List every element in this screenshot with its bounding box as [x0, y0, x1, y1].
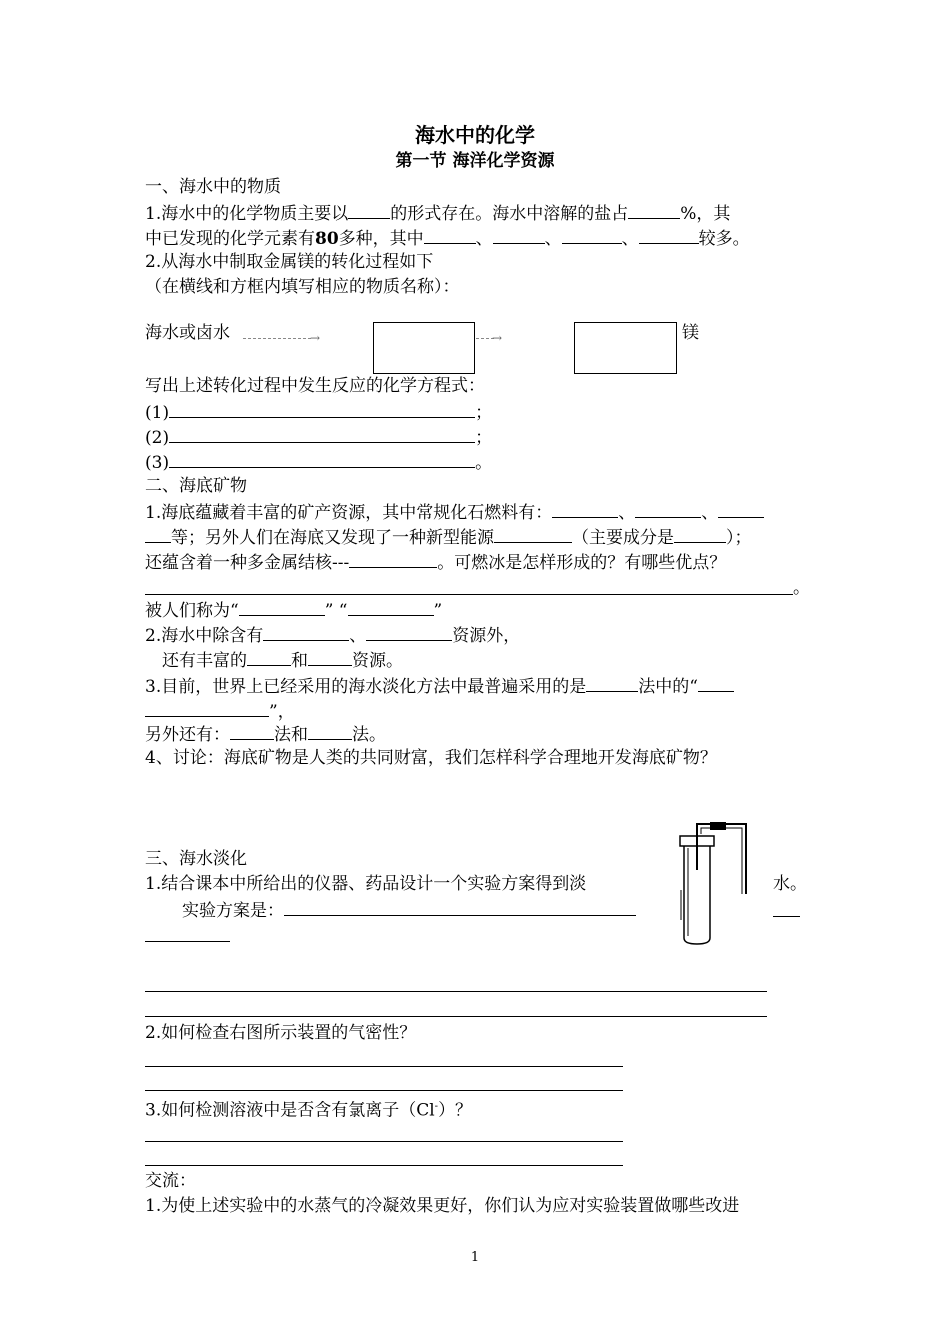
blank[interactable]: [552, 500, 618, 518]
s2-q3-line3: [145, 722, 386, 746]
s1-q2-line2: （在横线和方框内填写相应的物质名称）：: [145, 277, 460, 297]
s1-q2-line1: 2.从海水中制取金属镁的转化过程如下: [145, 252, 434, 272]
s3-q2: 2.如何检查右图所示装置的气密性？: [145, 1023, 417, 1043]
text: (1): [145, 403, 170, 423]
arrow-head-icon: →: [310, 331, 321, 345]
blank[interactable]: [698, 674, 734, 692]
s2-q3-line2: [145, 699, 295, 723]
flow-box-1[interactable]: [373, 322, 475, 374]
text: 和: [291, 651, 308, 671]
text: 多种，其中: [338, 229, 424, 249]
section-2-heading: 二、海底矿物: [145, 476, 247, 496]
blank[interactable]: [674, 525, 726, 543]
s2-q2-line2: [162, 648, 403, 672]
equation-3: [145, 450, 492, 474]
blank[interactable]: [239, 598, 325, 616]
text: 资源。: [352, 651, 403, 671]
blank[interactable]: [494, 525, 572, 543]
text: 还有丰富的: [162, 651, 247, 671]
text: 较多。: [698, 229, 750, 249]
s2-q1-line1: [145, 500, 764, 524]
text: 。: [793, 578, 810, 598]
text: 、: [544, 229, 562, 249]
blank[interactable]: [586, 674, 638, 692]
text: 资源外，: [452, 626, 521, 646]
blank[interactable]: [628, 201, 680, 219]
flow-end-label: 镁: [682, 323, 699, 343]
arrow-head-icon: →: [492, 331, 503, 345]
flow-start-label: 海水或卤水: [145, 323, 230, 343]
page-title: 海水中的化学: [415, 123, 535, 147]
section-title: 第一节 海洋化学资源: [395, 151, 555, 171]
blank[interactable]: [562, 226, 622, 244]
text: 实验方案是：: [182, 901, 284, 921]
blank[interactable]: [169, 425, 475, 443]
text: 2.海水中除含有: [145, 626, 264, 646]
text: 、: [475, 229, 493, 249]
text: ；: [475, 403, 493, 423]
blank[interactable]: [493, 226, 545, 244]
flow-box-2[interactable]: [574, 322, 677, 374]
superscript: -: [434, 1101, 439, 1112]
answer-line[interactable]: [145, 1066, 623, 1067]
equation-intro: 写出上述转化过程中发生反应的化学方程式：: [145, 376, 485, 396]
s2-q1-line5: [145, 598, 442, 622]
text: ）？: [438, 1100, 473, 1121]
answer-line[interactable]: [145, 1165, 623, 1166]
s2-q3-line1: [145, 674, 734, 698]
s1-q1-line2: [145, 226, 750, 250]
blank[interactable]: [247, 648, 291, 666]
exchange-q1: 1.为使上述实验中的水蒸气的冷凝效果更好，你们认为应对实验装置做哪些改进: [145, 1196, 740, 1216]
blank[interactable]: [348, 598, 434, 616]
text: 、: [701, 503, 719, 523]
text: (3): [145, 453, 170, 473]
text: 另外还有：: [145, 725, 230, 745]
section-3-heading: 三、海水淡化: [145, 849, 247, 869]
text: 被人们称为“: [145, 601, 239, 621]
text: 3.目前，世界上已经采用的海水淡化方法中最普遍采用的是: [145, 677, 587, 697]
text: 、: [618, 503, 636, 523]
text: 1.海底蕴藏着丰富的矿产资源，其中常规化石燃料有：: [145, 503, 553, 523]
s2-q2-line1: [145, 623, 520, 647]
text: ；: [475, 428, 493, 448]
text: 中已发现的化学元素有: [145, 229, 315, 249]
text: 、: [621, 229, 639, 249]
text: 法。: [352, 725, 386, 745]
answer-line[interactable]: [145, 1141, 623, 1142]
text: ”，: [269, 702, 295, 722]
s3-q1-line1-end: 水。: [773, 874, 807, 894]
exchange-heading: 交流：: [145, 1171, 196, 1191]
answer-line[interactable]: [145, 1016, 767, 1017]
s2-q1-line3: [145, 550, 726, 574]
answer-line[interactable]: [773, 916, 800, 917]
blank[interactable]: [308, 648, 352, 666]
section-1-heading: 一、海水中的物质: [145, 177, 281, 197]
blank[interactable]: [145, 525, 171, 543]
text: 法中的“: [638, 677, 698, 697]
s2-q1-line2: [145, 525, 752, 549]
blank[interactable]: [366, 623, 452, 641]
blank[interactable]: [230, 722, 274, 740]
answer-line[interactable]: [145, 594, 793, 595]
text: ”: [433, 601, 443, 621]
answer-line[interactable]: [145, 941, 230, 942]
blank[interactable]: [639, 226, 699, 244]
number: 80: [315, 229, 339, 249]
answer-line[interactable]: [145, 991, 767, 992]
s3-q1-line2: [182, 898, 636, 922]
text: ” “: [324, 601, 348, 621]
text: （主要成分是: [572, 528, 674, 548]
text: 的形式存在。海水中溶解的盐占: [390, 204, 629, 224]
page-number: 1: [470, 1250, 480, 1265]
text: 。可燃冰是怎样形成的？有哪些优点？: [437, 553, 727, 573]
text: 还蕴含着一种多金属结核---: [145, 553, 350, 573]
text: 1.海水中的化学物质主要以: [145, 204, 349, 224]
test-tube-apparatus-icon: [670, 820, 770, 950]
blank[interactable]: [263, 623, 349, 641]
text: 。: [475, 453, 493, 473]
blank[interactable]: [424, 226, 476, 244]
blank[interactable]: [169, 400, 475, 418]
text: 等；另外人们在海底又发现了一种新型能源: [171, 528, 494, 548]
text: %，其: [680, 204, 731, 224]
text: 3.如何检测溶液中是否含有氯离子（Cl: [145, 1100, 435, 1121]
blank[interactable]: [718, 500, 764, 518]
text: (2): [145, 428, 170, 448]
equation-2: [145, 425, 492, 449]
flow-arrow-1: [243, 338, 311, 339]
text: 、: [349, 626, 367, 646]
answer-line[interactable]: [145, 1090, 623, 1091]
blank[interactable]: [348, 201, 390, 219]
blank[interactable]: [169, 450, 475, 468]
blank[interactable]: [308, 722, 352, 740]
text: ）；: [726, 528, 752, 548]
s3-q3: [145, 1096, 472, 1122]
s2-q4: 4、讨论：海底矿物是人类的共同财富，我们怎样科学合理地开发海底矿物？: [145, 748, 717, 768]
blank[interactable]: [349, 550, 437, 568]
s1-q1-line1: [145, 201, 730, 225]
blank[interactable]: [635, 500, 701, 518]
equation-1: [145, 400, 492, 424]
text: 法和: [274, 725, 308, 745]
s3-q1-line1: 1.结合课本中所给出的仪器、药品设计一个实验方案得到淡: [145, 874, 587, 894]
blank[interactable]: [145, 699, 269, 717]
blank[interactable]: [284, 898, 636, 916]
